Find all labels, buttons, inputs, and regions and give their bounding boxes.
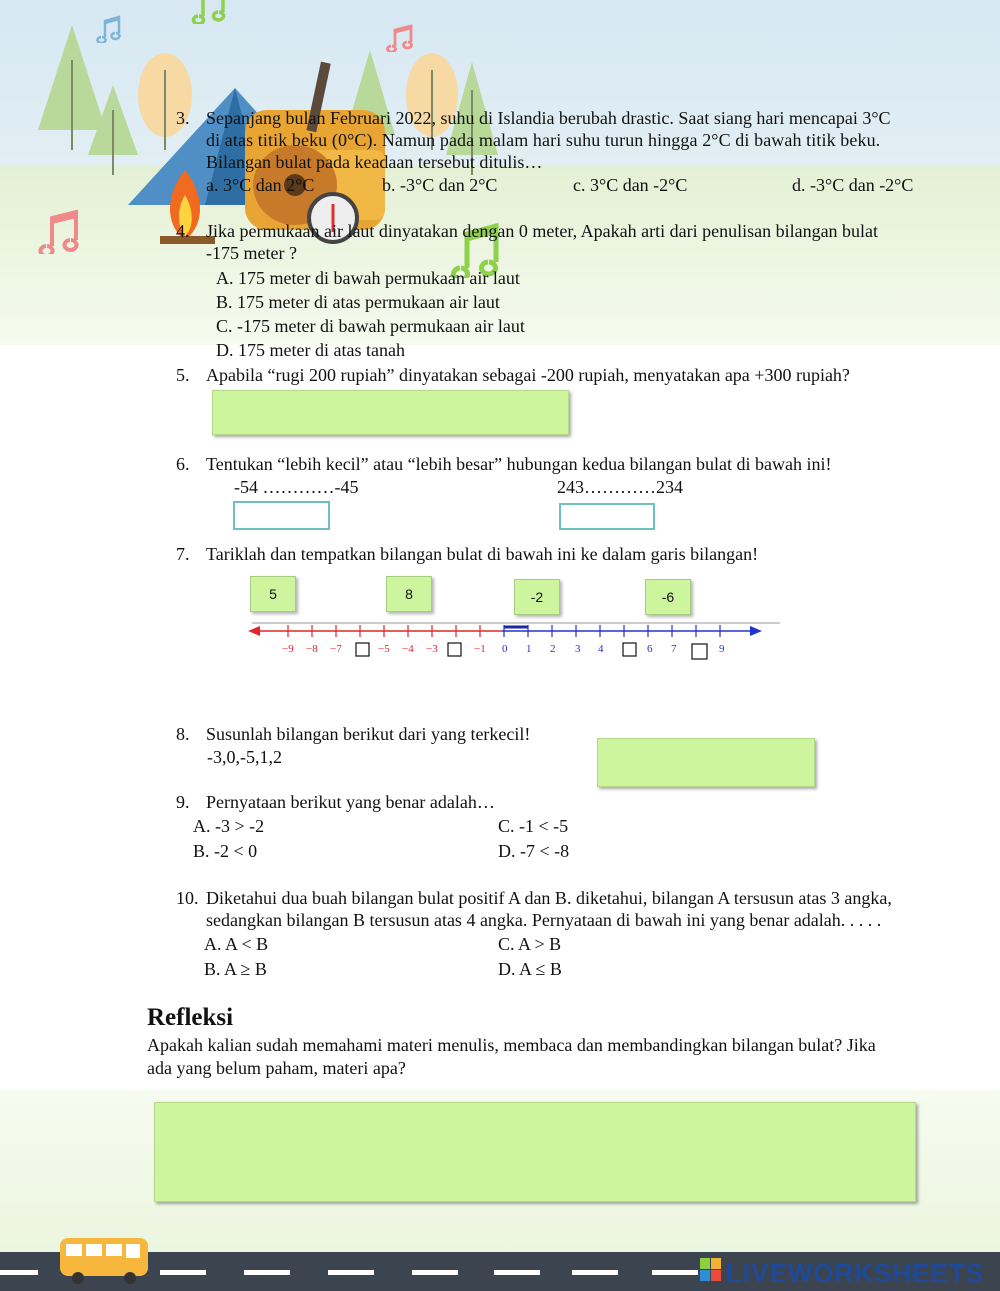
question-text: sedangkan bilangan B tersusun atas 4 angka. Pernyataan di bawah ini yang benar adalah. . . . . [206, 910, 882, 930]
number-line-label: −1 [474, 643, 486, 655]
number-line-label: −4 [402, 643, 414, 655]
question-number: 10. [176, 888, 199, 908]
road-dash [0, 1270, 38, 1275]
road-dash [160, 1270, 206, 1275]
question-text: Apabila “rugi 200 rupiah” dinyatakan sebagai -200 rupiah, menyatakan apa +300 rupiah? [206, 365, 850, 385]
number-line-label: −9 [282, 643, 294, 655]
road-dash [412, 1270, 458, 1275]
draggable-tile[interactable]: -6 [645, 579, 691, 615]
option-d[interactable]: d. -3°C dan -2°C [792, 175, 914, 195]
question-text: Sepanjang bulan Februari 2022, suhu di Islandia berubah drastic. Saat siang hari mencapai 3°C [206, 108, 891, 128]
option-d[interactable]: D. 175 meter di atas tanah [216, 340, 405, 360]
reflection-text: Apakah kalian sudah memahami materi menulis, membaca dan membandingkan bilangan bulat? Jika [147, 1035, 876, 1055]
option-c[interactable]: C. A > B [498, 934, 562, 954]
number-line-label: 2 [550, 643, 556, 655]
question-number: 3. [176, 108, 190, 128]
reflection-text: ada yang belum paham, materi apa? [147, 1058, 406, 1078]
answer-input[interactable] [212, 390, 569, 435]
drop-target[interactable] [356, 643, 369, 656]
option-b[interactable]: B. -2 < 0 [193, 841, 258, 861]
road-dash [244, 1270, 290, 1275]
comparison-pair: 243…………234 [557, 477, 683, 497]
question-text: Bilangan bulat pada keadaan tersebut ditulis… [206, 152, 543, 172]
music-note-icon [38, 208, 84, 254]
number-set: -3,0,-5,1,2 [207, 747, 282, 767]
option-a[interactable]: A. 175 meter di bawah permukaan air laut [216, 268, 520, 288]
number-line-label: 1 [526, 643, 532, 655]
drop-target[interactable] [692, 644, 707, 659]
road-dash [328, 1270, 374, 1275]
question-text: Diketahui dua buah bilangan bulat positif A dan B. diketahui, bilangan A tersusun atas 3 angka, [206, 888, 892, 908]
question-number: 5. [176, 365, 190, 385]
reflection-answer-input[interactable] [154, 1102, 916, 1202]
comparison-pair: -54 …………-45 [234, 477, 359, 497]
road-dash [572, 1270, 618, 1275]
number-line-label: −7 [330, 643, 342, 655]
question-text: -175 meter ? [206, 243, 297, 263]
option-a[interactable]: a. 3°C dan 2°C [206, 175, 315, 195]
music-note-icon [190, 0, 230, 24]
number-line-label: 3 [575, 643, 581, 655]
option-d[interactable]: D. -7 < -8 [498, 841, 570, 861]
question-number: 9. [176, 792, 190, 812]
number-line-label: −3 [426, 643, 438, 655]
number-line-label: 9 [719, 643, 725, 655]
music-note-icon [385, 24, 417, 52]
question-text: Tariklah dan tempatkan bilangan bulat di bawah ini ke dalam garis bilangan! [206, 544, 759, 564]
drop-target[interactable] [448, 643, 461, 656]
music-note-icon [95, 15, 125, 43]
question-text: Susunlah bilangan berikut dari yang terkecil! [206, 724, 531, 744]
question-text: Pernyataan berikut yang benar adalah… [206, 792, 495, 812]
number-line-label: 7 [671, 643, 677, 655]
question-text: di atas titik beku (0°C). Namun pada malam hari suhu turun hingga 2°C di bawah titik beku. [206, 130, 881, 150]
liveworksheets-logo: LIVEWORKSHEETS [726, 1258, 985, 1288]
number-line [240, 615, 790, 670]
number-line-label: −5 [378, 643, 390, 655]
question-text: Jika permukaan air laut dinyatakan dengan 0 meter, Apakah arti dari penulisan bilangan bulat [206, 221, 879, 241]
road-dash [652, 1270, 698, 1275]
question-number: 6. [176, 454, 190, 474]
draggable-tile[interactable]: 8 [386, 576, 432, 612]
question-number: 8. [176, 724, 190, 744]
road-dash [494, 1270, 540, 1275]
option-a[interactable]: A. -3 > -2 [193, 816, 265, 836]
question-number: 7. [176, 544, 190, 564]
answer-input[interactable] [233, 501, 330, 530]
question-text: Tentukan “lebih kecil” atau “lebih besar” hubungan kedua bilangan bulat di bawah ini! [206, 454, 832, 474]
option-a[interactable]: A. A < B [204, 934, 269, 954]
number-line-label: 6 [647, 643, 653, 655]
drop-target[interactable] [623, 643, 636, 656]
option-c[interactable]: c. 3°C dan -2°C [573, 175, 688, 195]
bus-icon [58, 1234, 153, 1286]
option-b[interactable]: b. -3°C dan 2°C [382, 175, 498, 195]
option-c[interactable]: C. -175 meter di bawah permukaan air laut [216, 316, 525, 336]
number-line-label: −8 [306, 643, 318, 655]
liveworksheets-logo-icon [700, 1258, 722, 1282]
section-title: Refleksi [147, 1004, 234, 1031]
draggable-tile[interactable]: -2 [514, 579, 560, 615]
answer-input[interactable] [559, 503, 655, 530]
number-line-label: 0 [502, 643, 508, 655]
option-b[interactable]: B. 175 meter di atas permukaan air laut [216, 292, 500, 312]
option-b[interactable]: B. A ≥ B [204, 959, 267, 979]
option-c[interactable]: C. -1 < -5 [498, 816, 569, 836]
question-number: 4. [176, 221, 190, 241]
answer-input[interactable] [597, 738, 815, 787]
number-line-label: 4 [598, 643, 604, 655]
option-d[interactable]: D. A ≤ B [498, 959, 562, 979]
draggable-tile[interactable]: 5 [250, 576, 296, 612]
